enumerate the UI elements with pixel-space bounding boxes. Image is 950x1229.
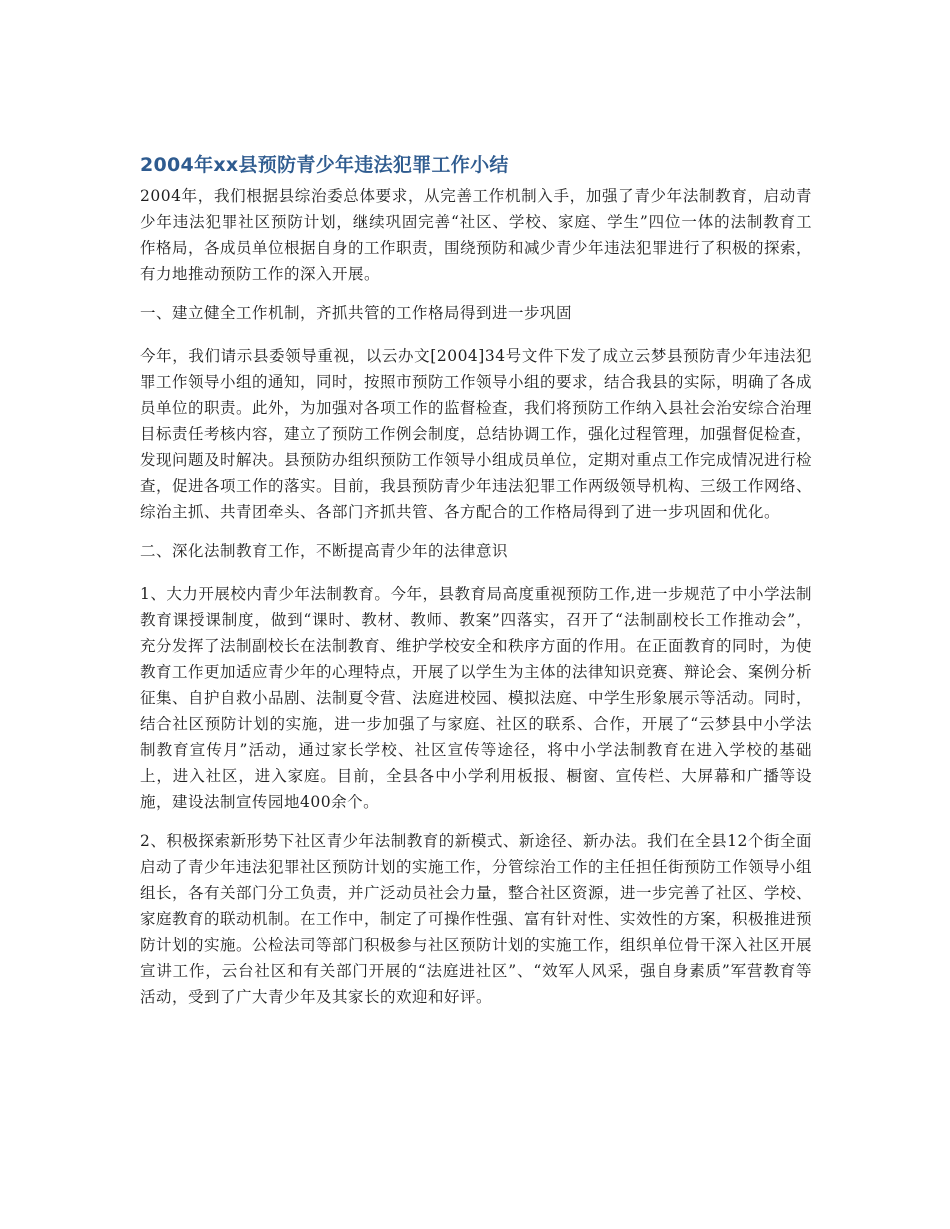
spacer <box>140 564 812 581</box>
intro-paragraph: 2004年，我们根据县综治委总体要求，从完善工作机制入手，加强了青少年法制教育，启动青少年违法犯罪社区预防计划，继续巩固完善“社区、学校、家庭、学生”四位一体的法制教育工作格局，各成员单位根据自身的工作职责，围绕预防和减少青少年违法犯罪进行了积极的探索，有力地推动预防工作的深入开展。 <box>140 187 813 283</box>
document-title: 2004年xx县预防青少年违法犯罪工作小结 <box>140 154 509 176</box>
spacer <box>140 525 812 538</box>
section-2-item-1-paragraph: 1、大力开展校内青少年法制教育。今年，县教育局高度重视预防工作,进一步规范了中小学法制教育课授课制度，做到“课时、教材、教师、教案”四落实，召开了“法制副校长工作推动会”，充分发挥了法制副校长在法制教育、维护学校安全和秩序方面的作用。在正面教育的同时，为使教育工作更加适应青少年的心理特点，开展了以学生为主体的法律知识竞赛、辩论会、案例分析征集、自护自救小品剧、法制夏令营、法庭进校园、模拟法庭、中学生形象展示等活动。同时，结合社区预防计划的实施，进一步加强了与家庭、社区的联系、合作，开展了“云梦县中小学法制教育宣传月”活动，通过家长学校、社区宣传等途径，将中小学法制教育在进入学校的基础上，进入社区，进入家庭。目前，全县各中小学利用板报、橱窗、宣传栏、大屏幕和广播等设施，建设法制宣传园地400余个。 <box>140 585 813 811</box>
document-page <box>140 150 812 1010</box>
section-2-item-2-paragraph: 2、积极探索新形势下社区青少年法制教育的新模式、新途径、新办法。我们在全县12个街全面启动了青少年违法犯罪社区预防计划的实施工作，分管综治工作的主任担任街预防工作领导小组组长，各有关部门分工负责，并广泛动员社会力量，整合社区资源，进一步完善了社区、学校、家庭教育的联动机制。在工作中，制定了可操作性强、富有针对性、实效性的方案，积极推进预防计划的实施。公检法司等部门积极参与社区预防计划的实施工作，组织单位骨干深入社区开展宣讲工作，云台社区和有关部门开展的“法庭进社区”、“效军人风采，强自身素质”军营教育等活动，受到了广大青少年及其家长的欢迎和好评。 <box>140 832 813 1006</box>
spacer <box>140 815 812 828</box>
section-1-heading: 一、建立健全工作机制，齐抓共管的工作格局得到进一步巩固 <box>140 304 573 322</box>
section-2-heading: 二、深化法制教育工作，不断提高青少年的法律意识 <box>140 542 509 560</box>
section-1-paragraph: 今年，我们请示县委领导重视，以云办文[2004]34号文件下发了成立云梦县预防青少年违法犯罪工作领导小组的通知，同时，按照市预防工作领导小组的要求，结合我县的实际，明确了各成员单位的职责。此外，为加强对各项工作的监督检查，我们将预防工作纳入县社会治安综合治理目标责任考核内容，建立了预防工作例会制度，总结协调工作，强化过程管理，加强督促检查，发现问题及时解决。县预防办组织预防工作领导小组成员单位，定期对重点工作完成情况进行检查，促进各项工作的落实。目前，我县预防青少年违法犯罪工作两级领导机构、三级工作网络、综治主抓、共青团牵头、各部门齐抓共管、各方配合的工作格局得到了进一步巩固和优化。 <box>140 347 813 521</box>
spacer <box>140 287 812 300</box>
spacer <box>140 326 812 343</box>
